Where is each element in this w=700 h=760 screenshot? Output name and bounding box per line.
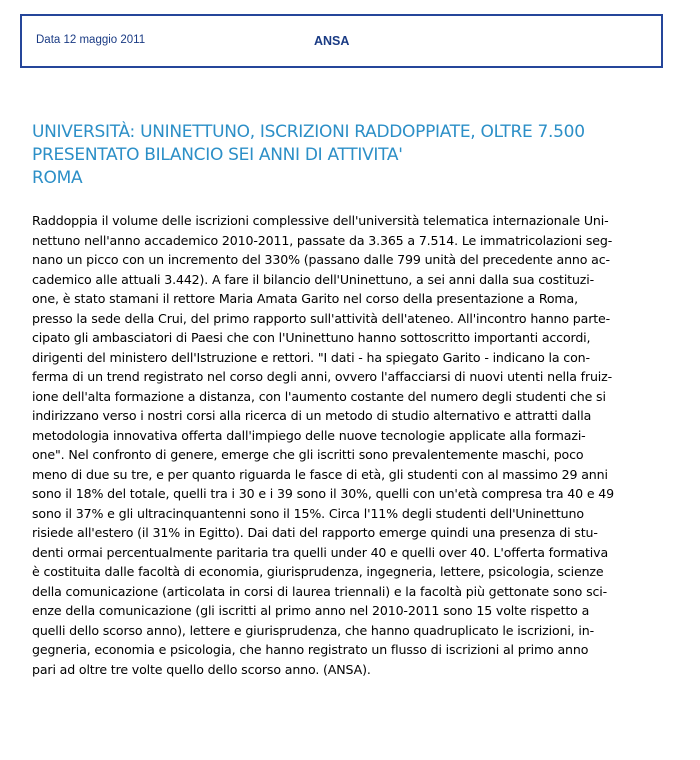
body-line: gegneria, economia e psicologia, che hanno registrato un flusso di iscrizioni al primo anno: [32, 642, 589, 657]
article-body: [32, 211, 672, 679]
body-line: sono il 18% del totale, quelli tra i 30 e i 39 sono il 30%, quelli con un'età compresa tra 40 e 49: [32, 486, 615, 501]
article-date: Data 12 maggio 2011: [36, 34, 146, 46]
body-line: è costituita dalle facoltà di economia, giurisprudenza, ingegneria, lettere, psicologia, scienze: [32, 564, 604, 579]
article-header-box: [20, 14, 663, 68]
body-line: Raddoppia il volume delle iscrizioni complessive dell'università telematica internazionale Uni-: [32, 213, 609, 228]
body-line: metodologia innovativa offerta dall'impiego delle nuove tecnologie applicate alla formazi-: [32, 427, 586, 443]
news-source: ANSA: [314, 34, 350, 48]
body-line: pari ad oltre tre volte quello dello scorso anno. (ANSA).: [32, 661, 371, 677]
headline-line: UNIVERSITÀ: UNINETTUNO, ISCRIZIONI RADDOPPIATE, OLTRE 7.500: [32, 122, 585, 142]
headline-line: PRESENTATO BILANCIO SEI ANNI DI ATTIVITA': [32, 145, 403, 165]
body-line: one, è stato stamani il rettore Maria Amata Garito nel corso della presentazione a Roma,: [32, 291, 578, 306]
body-line: cademico alle attuali 3.442). A fare il bilancio dell'Uninettuno, a sei anni dalla sua costituzi-: [32, 271, 595, 287]
body-line: risiede all'estero (il 31% in Egitto). Dai dati del rapporto emerge quindi una presenza di stu-: [32, 525, 598, 540]
body-line: indirizzano verso i nostri corsi alla ricerca di un metodo di studio alternativo e attratti dalla: [32, 408, 592, 423]
body-line: presso la sede della Crui, del primo rapporto sull'attività dell'ateneo. All'incontro hanno parte-: [32, 310, 611, 326]
body-line: cipato gli ambasciatori di Paesi che con l'Uninettuno hanno sottoscritto importanti accordi,: [32, 330, 591, 345]
body-line: denti ormai percentualmente paritaria tra quelli under 40 e quelli over 40. L'offerta formativa: [32, 544, 609, 560]
article-headline: [32, 121, 672, 190]
body-line: nettuno nell'anno accademico 2010-2011, passate da 3.365 a 7.514. Le immatricolazioni seg-: [32, 232, 613, 248]
body-line: quelli dello scorso anno), lettere e giurisprudenza, che hanno quadruplicato le iscrizioni, in-: [32, 622, 594, 638]
body-line: dirigenti del ministero dell'Istruzione e rettori. "I dati - ha spiegato Garito - indicano la con-: [32, 349, 590, 365]
body-line: ione dell'alta formazione a distanza, con l'aumento costante del numero degli studenti che si: [32, 388, 606, 404]
body-line: ferma di un trend registrato nel corso degli anni, ovvero l'affacciarsi di nuovi utenti nella fruiz-: [32, 369, 613, 384]
headline-line: ROMA: [32, 168, 83, 188]
body-line: enze della comunicazione (gli iscritti al primo anno nel 2010-2011 sono 15 volte rispetto a: [32, 603, 590, 618]
body-line: della comunicazione (articolata in corsi di laurea triennali) e la facoltà più gettonate sono sci-: [32, 583, 608, 599]
body-line: one". Nel confronto di genere, emerge che gli iscritti sono prevalentemente maschi, poco: [32, 447, 584, 462]
body-line: meno di due su tre, e per quanto riguarda le fasce di età, gli studenti con al massimo 29 anni: [32, 466, 608, 482]
body-line: sono il 37% e gli ultracinquantenni sono il 15%. Circa l'11% degli studenti dell'Uninettuno: [32, 505, 584, 521]
body-line: nano un picco con un incremento del 330% (passano dalle 799 unità del precedente anno ac-: [32, 252, 610, 267]
